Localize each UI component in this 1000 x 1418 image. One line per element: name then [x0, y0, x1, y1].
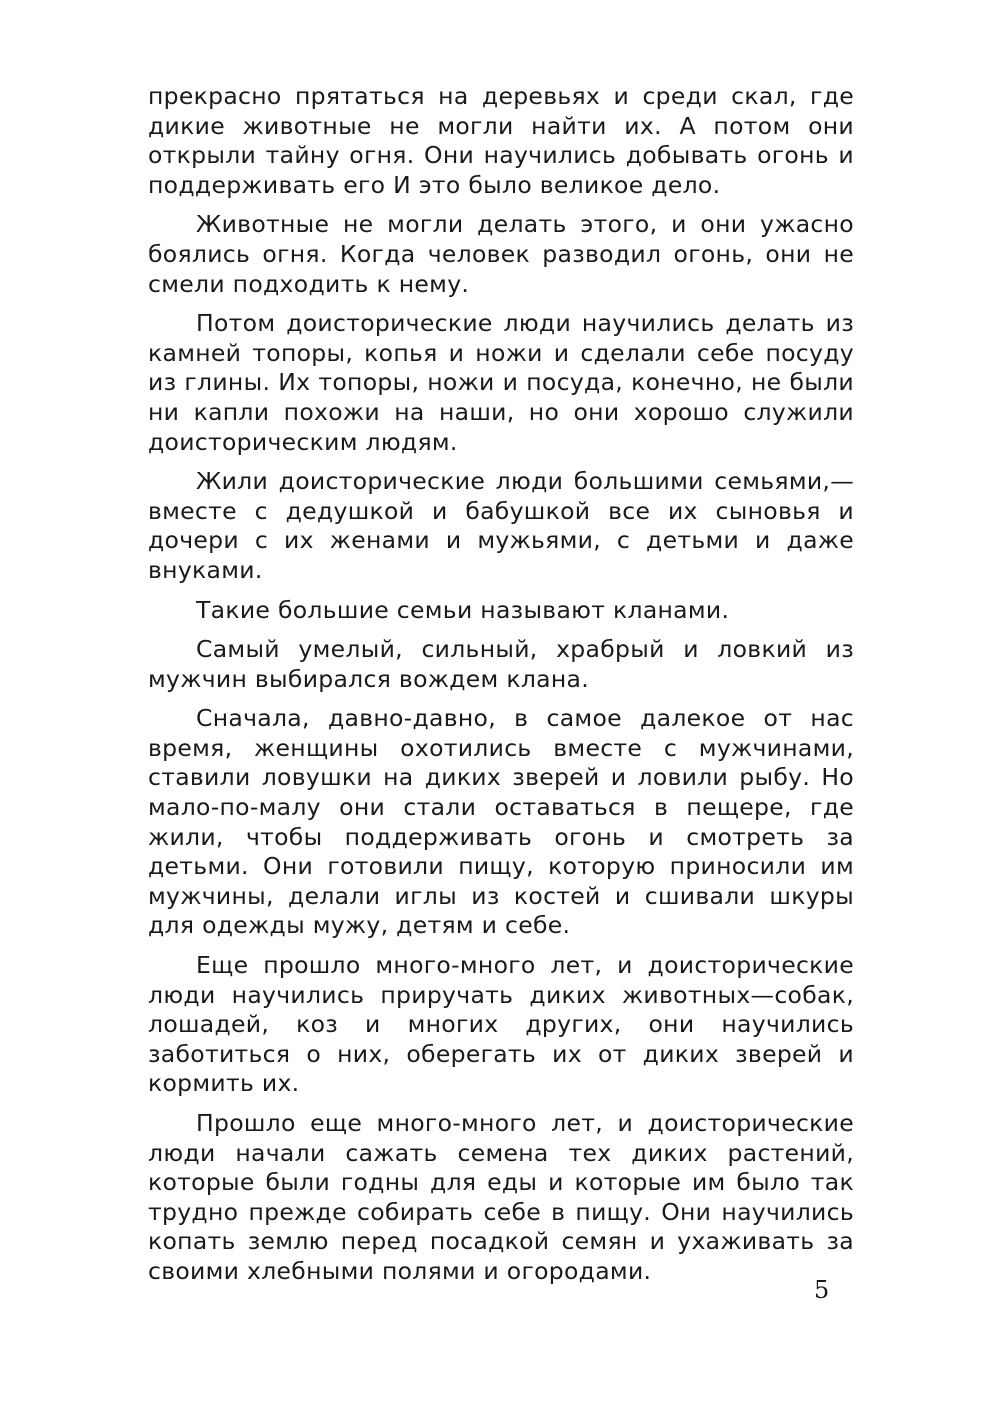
paragraph-1: прекрасно прятаться на деревьях и среди скал, где дикие животные не могли найти их. А потом они открыли тайну огня. Они научились добывать огонь и поддерживать его И это было великое дело. [148, 82, 854, 199]
paragraph-9: Прошло еще много-много лет, и доисторические люди начали сажать семена тех диких растений, которые были годны для еды и которые им было так трудно прежде собирать себе в пищу. Они научились копать землю перед посадкой семян и ухаживать за своими хлебными полями и огородами. [148, 1109, 854, 1285]
body-text [148, 82, 854, 1297]
paragraph-7: Сначала, давно-давно, в самое далекое от нас время, женщины охотились вместе с мужчинами, ставили ловушки на диких зверей и ловили рыбу. Но мало-по-малу они стали оставаться в пещере, где жили, чтобы поддерживать огонь и смотреть за детьми. Они готовили пищу, которую приносили им мужчины, делали иглы из костей и сшивали шкуры для одежды мужу, детям и себе. [148, 704, 854, 940]
paragraph-6: Самый умелый, сильный, храбрый и ловкий из мужчин выбирался вождем клана. [148, 635, 854, 693]
paragraph-8: Еще прошло много-много лет, и доисторические люди научились приручать диких животных—собак, лошадей, коз и многих других, они научились заботиться о них, оберегать их от диких зверей и кормить их. [148, 951, 854, 1098]
page-number: 5 [814, 1276, 830, 1304]
paragraph-4: Жили доисторические люди большими семьями,— вместе с дедушкой и бабушкой все их сыновья и дочери с их женами и мужьями, с детьми и даже внуками. [148, 467, 854, 584]
paragraph-2: Животные не могли делать этого, и они ужасно боялись огня. Когда человек разводил огонь, они не смели подходить к нему. [148, 210, 854, 298]
paragraph-5: Такие большие семьи называют кланами. [196, 595, 730, 624]
paragraph-3: Потом доисторические люди научились делать из камней топоры, копья и ножи и сделали себе посуду из глины. Их топоры, ножи и посуда, конечно, не были ни капли похожи на наши, но они хорошо служили доисторическим людям. [148, 309, 854, 456]
